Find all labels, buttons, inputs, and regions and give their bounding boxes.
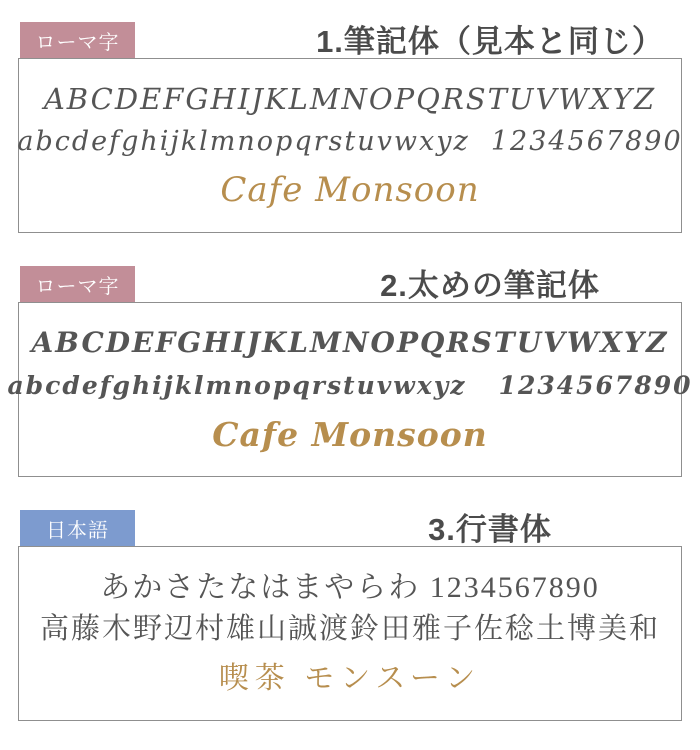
- section-3-sample-box: [18, 546, 682, 721]
- language-tag-label: 日本語: [46, 519, 109, 542]
- lowercase-numbers-sample: abcdefghijklmnopqrstuvwxyz 1234567890: [17, 125, 683, 157]
- kanji-sample: 高藤木野辺村雄山誠渡鈴田雅子佐稔土博美和: [39, 613, 660, 645]
- language-tag-romaji: [20, 22, 135, 58]
- language-tag-japanese: [20, 510, 135, 546]
- section-2-sample-box: [7, 302, 693, 477]
- language-tag-romaji: [20, 266, 135, 302]
- section-1-header: [0, 22, 700, 58]
- section-1-title: 1.筆記体（見本と同じ）: [316, 24, 664, 59]
- language-tag-label: ローマ字: [35, 275, 120, 298]
- section-3-title: 3.行書体: [428, 512, 552, 547]
- font-section-1: [0, 22, 700, 233]
- shop-name-sample: 喫茶 モンスーン: [218, 662, 482, 695]
- section-1-sample-box: [18, 58, 682, 233]
- shop-name-sample: Cafe Monsoon: [220, 169, 480, 210]
- uppercase-alphabet-sample: ABCDEFGHIJKLMNOPQRSTUVWXYZ: [31, 325, 669, 359]
- language-tag-label: ローマ字: [35, 31, 120, 54]
- section-2-title: 2.太めの筆記体: [380, 268, 600, 303]
- font-section-3: [0, 510, 700, 721]
- section-2-header: [0, 266, 700, 302]
- uppercase-alphabet-sample: ABCDEFGHIJKLMNOPQRSTUVWXYZ: [43, 81, 657, 116]
- kana-numbers-sample: あかさたなはまやらわ 1234567890: [100, 571, 600, 604]
- shop-name-sample: Cafe Monsoon: [212, 414, 488, 454]
- lowercase-numbers-sample: abcdefghijklmnopqrstuvwxyz 1234567890: [7, 370, 693, 400]
- section-3-header: [0, 510, 700, 546]
- font-section-2: [0, 266, 700, 477]
